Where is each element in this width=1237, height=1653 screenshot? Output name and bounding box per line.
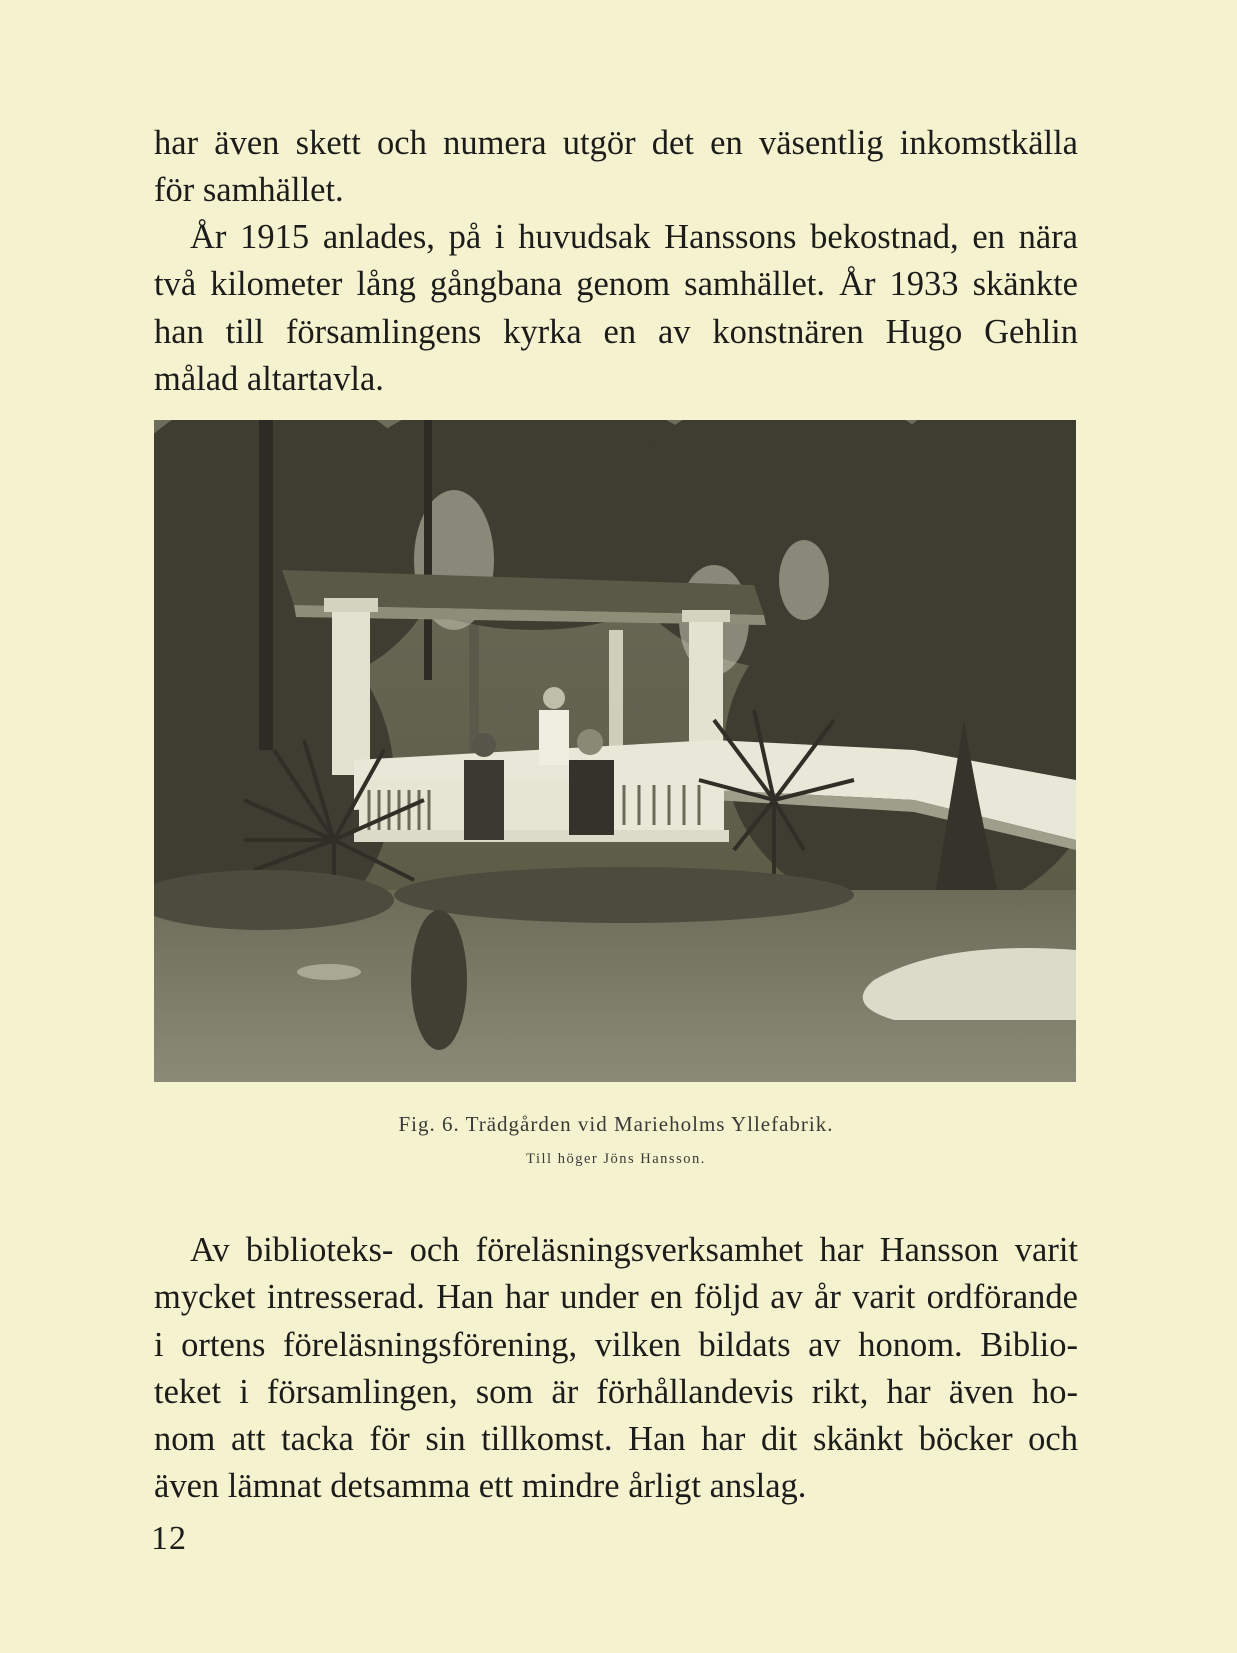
paragraph-2	[154, 214, 1078, 403]
text-line: har även skett och numera utgör det en väsentlig inkomstkälla	[154, 124, 1078, 162]
text-line: två kilometer lång gångbana genom samhället. År 1933 skänkte	[154, 265, 1078, 304]
text-line: Av biblioteks- och föreläsningsverksamhet har Hansson varit	[190, 1231, 1078, 1269]
garden-photo-illustration	[154, 420, 1076, 1082]
figure-caption: Fig. 6. Trädgården vid Marieholms Yllefabrik.	[398, 1112, 834, 1136]
figure-subcaption: Till höger Jöns Hansson.	[526, 1151, 706, 1167]
page-number: 12	[151, 1520, 187, 1557]
text-line: teket i församlingen, som är förhållandevis rikt, har även ho-	[154, 1372, 1078, 1411]
text-line: mycket intresserad. Han har under en följd av år varit ordförande	[154, 1278, 1078, 1317]
paragraph-3	[154, 1227, 1078, 1511]
text-line: målad altartavla.	[154, 359, 384, 398]
text-line: nom att tacka för sin tillkomst. Han har dit skänkt böcker och	[154, 1420, 1078, 1459]
text-line: År 1915 anlades, på i huvudsak Hanssons bekostnad, en nära	[190, 218, 1078, 256]
text-line: även lämnat detsamma ett mindre årligt anslag.	[154, 1467, 807, 1506]
garden-benches	[354, 775, 729, 842]
garden-photograph	[154, 420, 1076, 1082]
text-line: han till församlingens kyrka en av konstnären Hugo Gehlin	[154, 312, 1078, 351]
text-line: i ortens föreläsningsförening, vilken bildats av honom. Biblio-	[154, 1325, 1078, 1364]
text-line: för samhället.	[154, 171, 344, 210]
paragraph-1	[154, 120, 1078, 215]
